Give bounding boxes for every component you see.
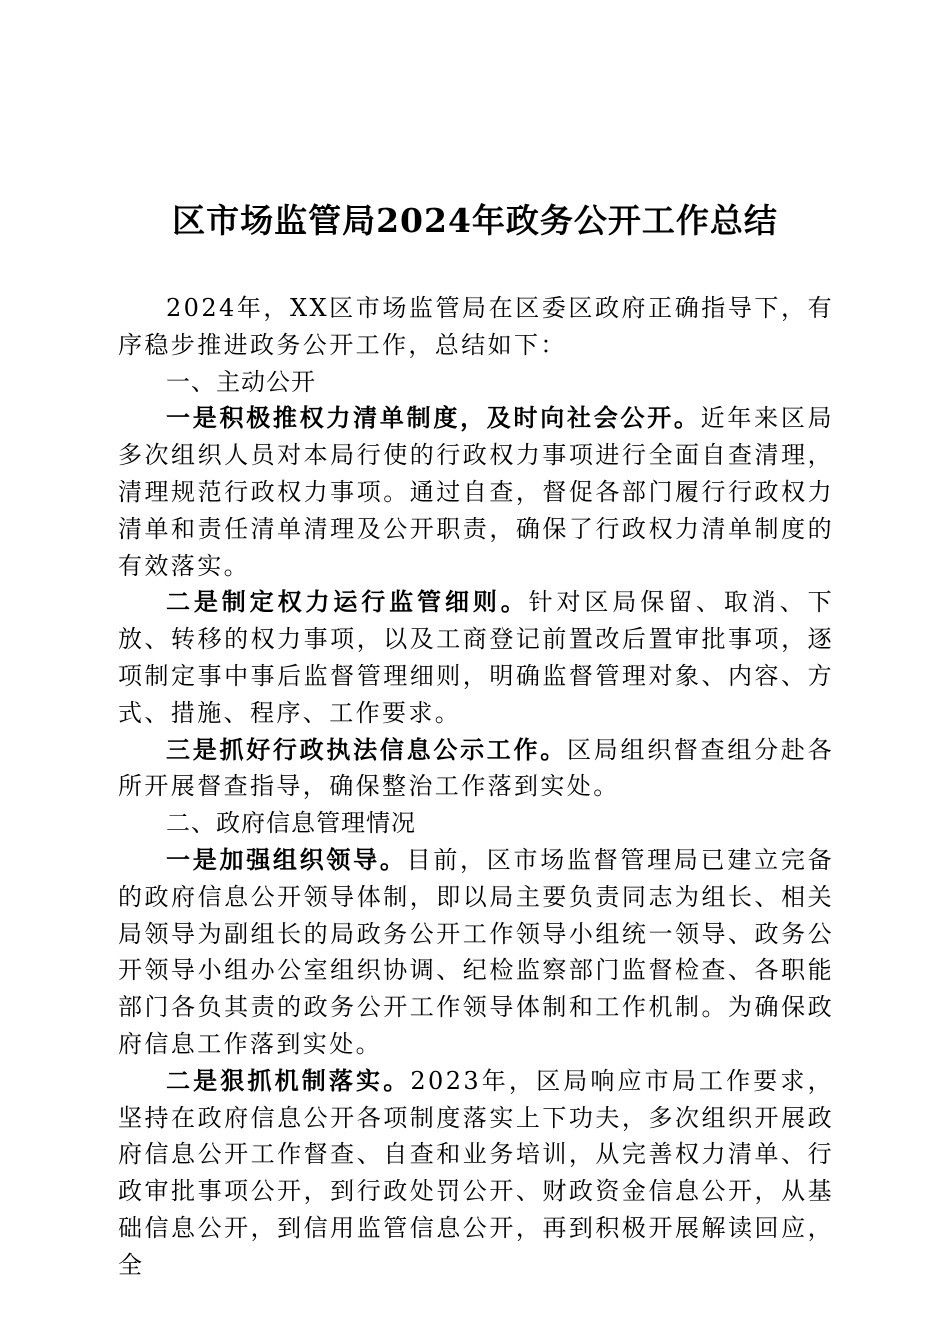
paragraph-text: 区局组织督查组分赴各所开展督查指导，确保整治工作落到实处。 <box>118 735 834 801</box>
document-title: 区市场监管局2024年政务公开工作总结 <box>172 201 778 240</box>
document-body <box>118 290 834 1284</box>
section-heading-2: 二、政府信息管理情况 <box>166 809 416 838</box>
paragraph-lead: 二是狠抓机制落实。 <box>166 1065 411 1095</box>
intro-paragraph: 2024年，XX区市场监管局在区委区政府正确指导下，有序稳步推进政务公开工作，总结如下： <box>118 294 834 359</box>
paragraph-lead: 三是抓好行政执法信息公示工作。 <box>166 734 567 764</box>
paragraph-text: 2023年，区局响应市局工作要求，坚持在政府信息公开各项制度落实上下功夫，多次组织开展政府信息公开工作督查、自查和业务培训，从完善权力清单、行政审批事项公开，到行政处罚公开、财政资金信息公开，从基础信息公开，到信用监管信息公开，再到积极开展解读回应，全 <box>118 1066 834 1279</box>
paragraph-text: 针对区局保留、取消、下放、转移的权力事项，以及工商登记前置改后置审批事项，逐项制定事中事后监督管理细则，明确监督管理对象、内容、方式、措施、程序、工作要求。 <box>118 588 834 727</box>
paragraph-lead: 二是制定权力运行监管细则。 <box>166 587 529 617</box>
paragraph <box>118 842 834 1063</box>
paragraph-lead: 一是积极推权力清单制度，及时向社会公开。 <box>166 403 701 433</box>
paragraph-text: 目前，区市场监督管理局已建立完备的政府信息公开领导体制，即以局主要负责同志为组长、相关局领导为副组长的局政务公开工作领导小组统一领导、政务公开领导小组办公室组织协调、纪检监察部门监督检查、各职能部门各负其责的政务公开工作领导体制和工作机制。为确保政府信息工作落到实处。 <box>118 845 834 1058</box>
paragraph <box>118 584 834 731</box>
paragraph <box>118 400 834 584</box>
paragraph-text: 近年来区局多次组织人员对本局行使的行政权力事项进行全面自查清理，清理规范行政权力事项。通过自查，督促各部门履行行政权力清单和责任清单清理及公开职责，确保了行政权力清单制度的有效落实。 <box>118 404 835 580</box>
section-heading-1: 一、主动公开 <box>166 367 316 396</box>
paragraph <box>118 1063 834 1284</box>
paragraph <box>118 732 834 806</box>
paragraph-lead: 一是加强组织领导。 <box>166 844 407 874</box>
